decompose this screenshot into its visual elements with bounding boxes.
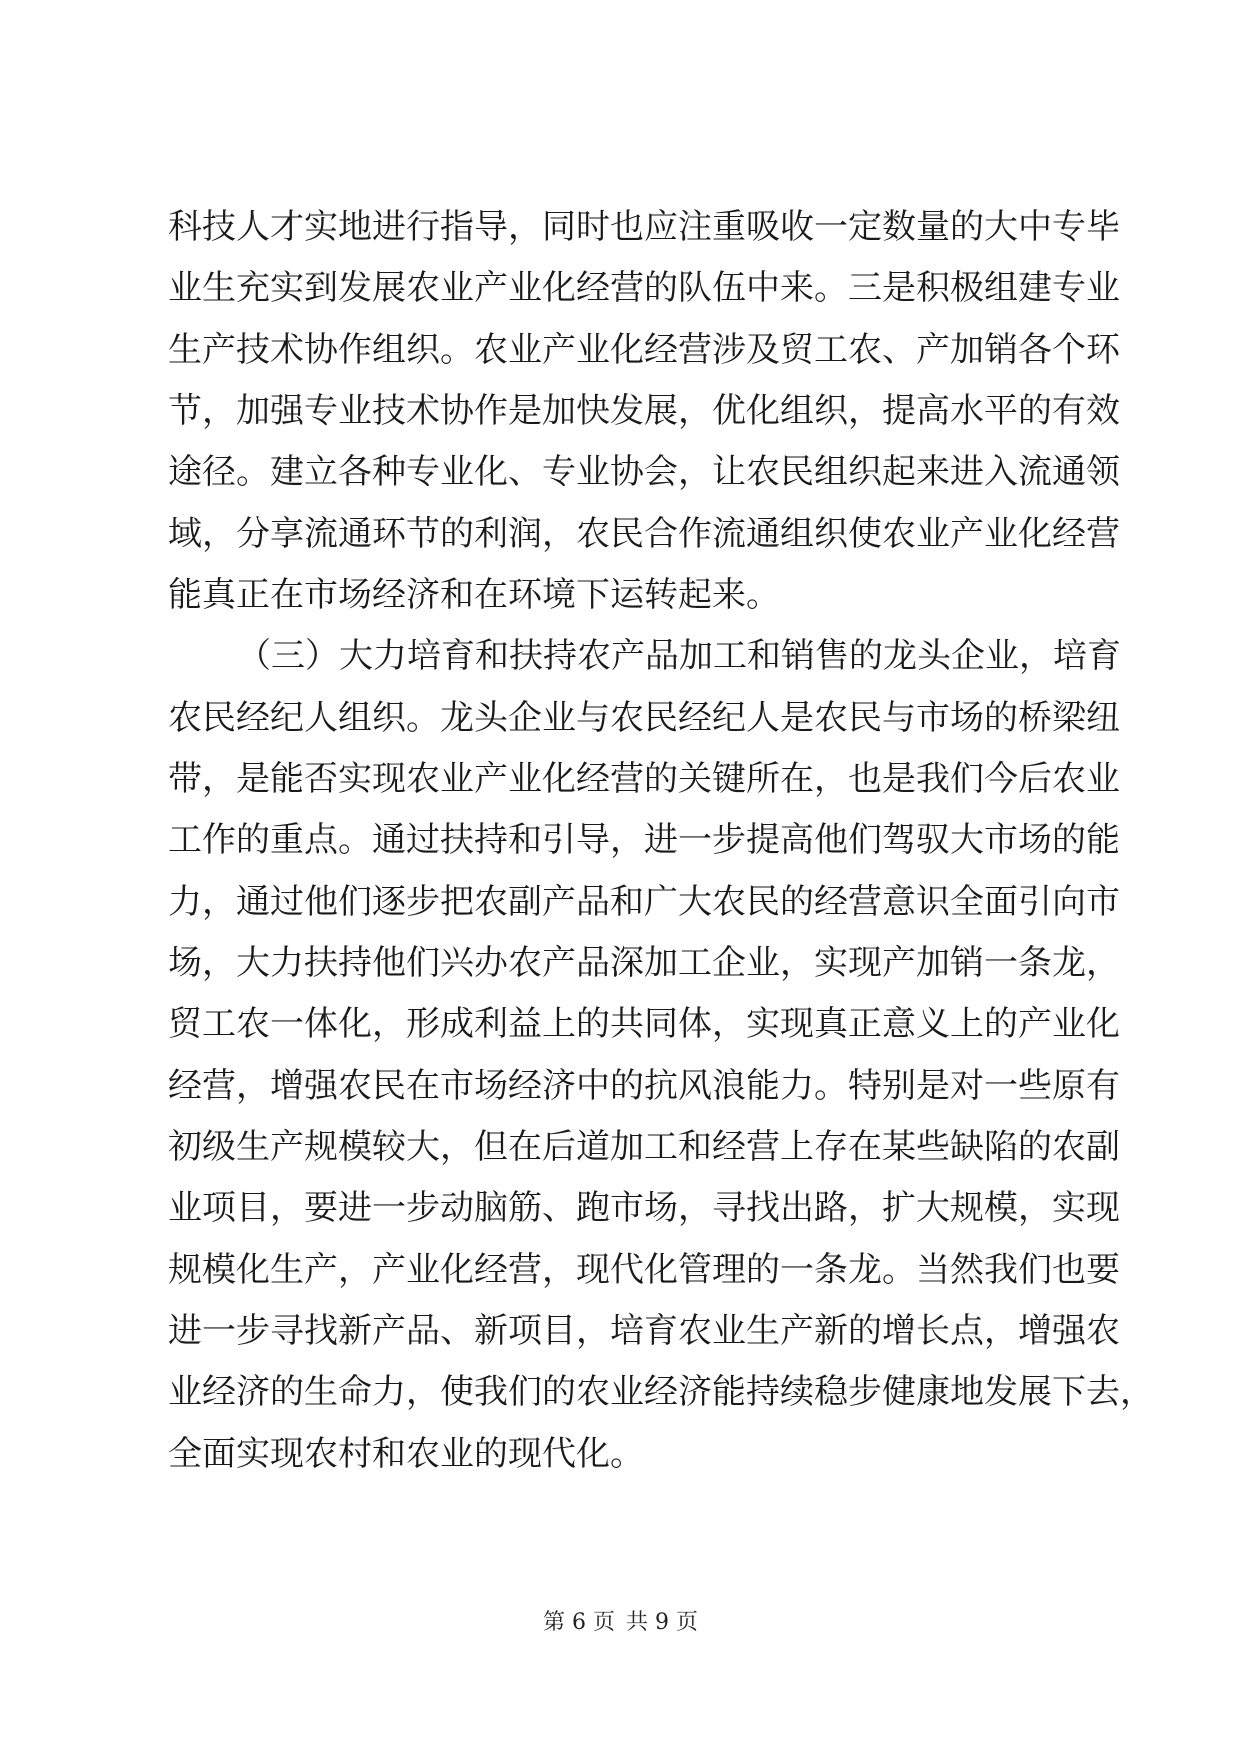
body-text-line: 进一步寻找新产品、新项目，培育农业生产新的增长点，增强农	[168, 1311, 1120, 1351]
paragraph-end-line: 能真正在市场经济和在环境下运转起来。	[168, 575, 780, 615]
body-text-line: 经营，增强农民在市场经济中的抗风浪能力。特别是对一些原有	[168, 1066, 1120, 1106]
body-text-line: 域，分享流通环节的利润，农民合作流通组织使农业产业化经营	[168, 514, 1120, 554]
body-text-line: 工作的重点。通过扶持和引导，进一步提高他们驾驭大市场的能	[168, 820, 1120, 860]
body-text-line: 力，通过他们逐步把农副产品和广大农民的经营意识全面引向市	[168, 882, 1120, 922]
page-total: 共 9 页	[626, 1610, 698, 1635]
body-text-line: 业经济的生命力，使我们的农业经济能持续稳步健康地发展下去，	[168, 1372, 1154, 1412]
page-number: 第 6 页	[543, 1610, 615, 1635]
body-text-line: 生产技术协作组织。农业产业化经营涉及贸工农、产加销各个环	[168, 330, 1120, 370]
body-text-line: 节，加强专业技术协作是加快发展，优化组织，提高水平的有效	[168, 391, 1120, 431]
paragraph-end-line: 全面实现农村和农业的现代化。	[168, 1434, 644, 1474]
paragraph-heading-line: （三）大力培育和扶持农产品加工和销售的龙头企业，培育	[237, 636, 1121, 676]
body-text-line: 业生充实到发展农业产业化经营的队伍中来。三是积极组建专业	[168, 268, 1120, 308]
body-text-line: 农民经纪人组织。龙头企业与农民经纪人是农民与市场的桥梁纽	[168, 698, 1120, 738]
body-text-line: 贸工农一体化，形成利益上的共同体，实现真正意义上的产业化	[168, 1004, 1120, 1044]
body-text-line: 带，是能否实现农业产业化经营的关键所在，也是我们今后农业	[168, 759, 1120, 799]
body-text-line: 规模化生产，产业化经营，现代化管理的一条龙。当然我们也要	[168, 1250, 1120, 1290]
page-footer	[0, 1609, 1241, 1637]
body-text-line: 初级生产规模较大，但在后道加工和经营上存在某些缺陷的农副	[168, 1127, 1120, 1167]
body-text-line: 场，大力扶持他们兴办农产品深加工企业，实现产加销一条龙，	[168, 943, 1120, 983]
body-text-line: 科技人才实地进行指导，同时也应注重吸收一定数量的大中专毕	[168, 207, 1120, 247]
body-text-line: 途径。建立各种专业化、专业协会，让农民组织起来进入流通领	[168, 452, 1120, 492]
body-text-line: 业项目，要进一步动脑筋、跑市场，寻找出路，扩大规模，实现	[168, 1188, 1120, 1228]
